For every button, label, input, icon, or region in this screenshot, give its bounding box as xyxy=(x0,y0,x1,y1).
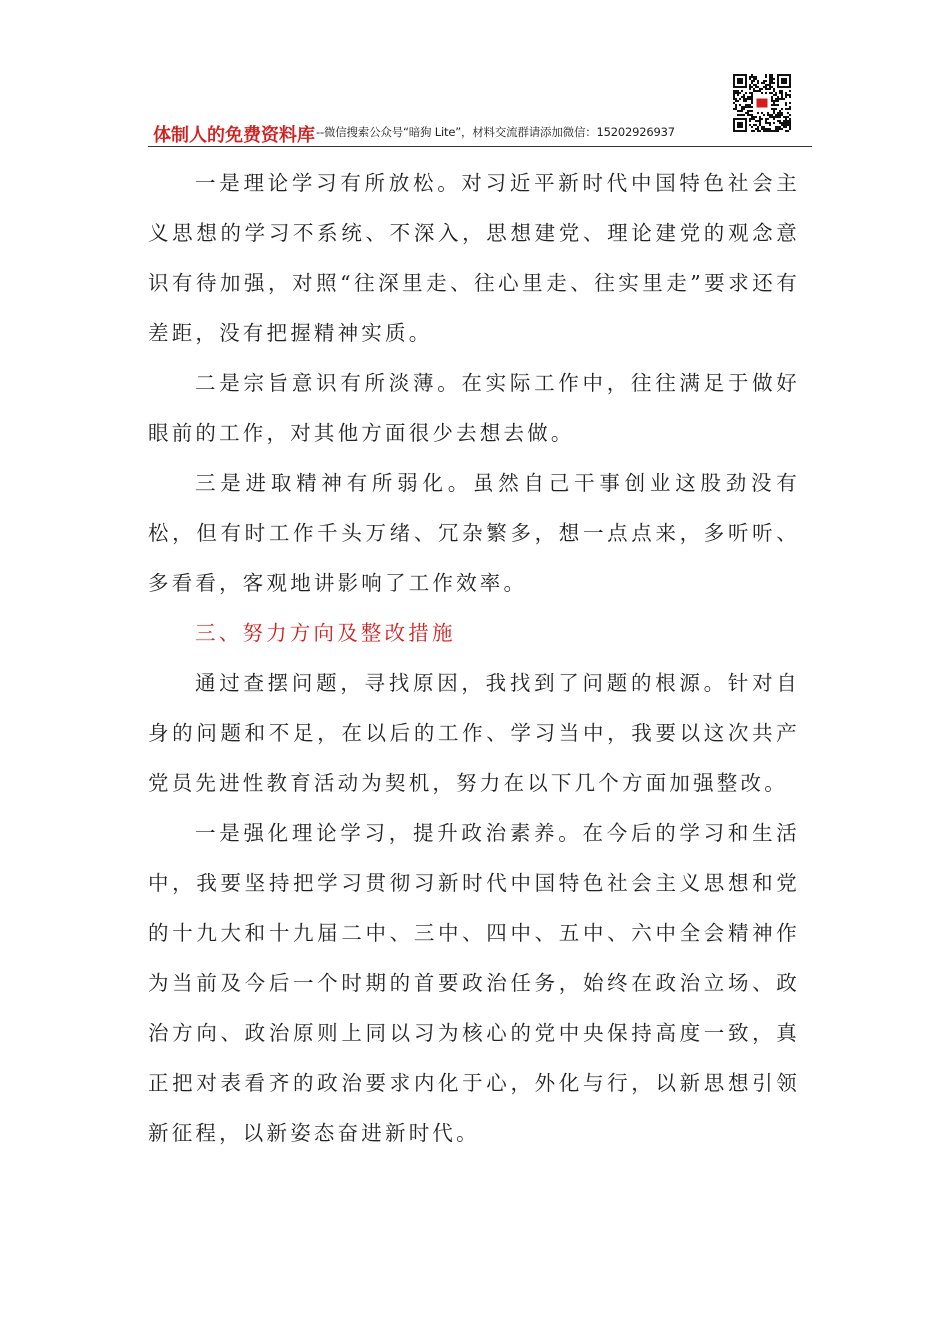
page-header xyxy=(148,118,812,147)
paragraph-purpose-awareness: 二是宗旨意识有所淡薄。在实际工作中，往往满足于做好眼前的工作，对其他方面很少去想去做。 xyxy=(148,371,800,445)
header-brand: 体制人的免费资料库 xyxy=(153,125,315,146)
qr-code-icon xyxy=(733,74,791,132)
paragraph-enterprising-spirit: 三是进取精神有所弱化。虽然自己干事创业这股劲没有松，但有时工作千头万绪、冗杂繁多，想一点点来，多听听、多看看，客观地讲影响了工作效率。 xyxy=(148,471,800,595)
document-body xyxy=(148,158,800,1158)
paragraph-theory-study: 一是理论学习有所放松。对习近平新时代中国特色社会主义思想的学习不系统、不深入，思想建党、理论建党的观念意识有待加强，对照“往深里走、往心里走、往实里走”要求还有差距，没有把握精神实质。 xyxy=(148,171,800,345)
paragraph-rectification-intro: 通过查摆问题，寻找原因，我找到了问题的根源。针对自身的问题和不足，在以后的工作、学习当中，我要以这次共产党员先进性教育活动为契机，努力在以下几个方面加强整改。 xyxy=(148,671,800,795)
section-heading: 三、努力方向及整改措施 xyxy=(195,621,456,645)
paragraph-strengthen-theory: 一是强化理论学习，提升政治素养。在今后的学习和生活中，我要坚持把学习贯彻习新时代中国特色社会主义思想和党的十九大和十九届二中、三中、四中、五中、六中全会精神作为当前及今后一个时期的首要政治任务，始终在政治立场、政治方向、政治原则上同以习为核心的党中央保持高度一致，真正把对表看齐的政治要求内化于心，外化与行，以新思想引领新征程，以新姿态奋进新时代。 xyxy=(148,821,800,1145)
header-note: --微信搜索公众号“暗狗 Lite”，材料交流群请添加微信：15202926937 xyxy=(316,125,675,139)
